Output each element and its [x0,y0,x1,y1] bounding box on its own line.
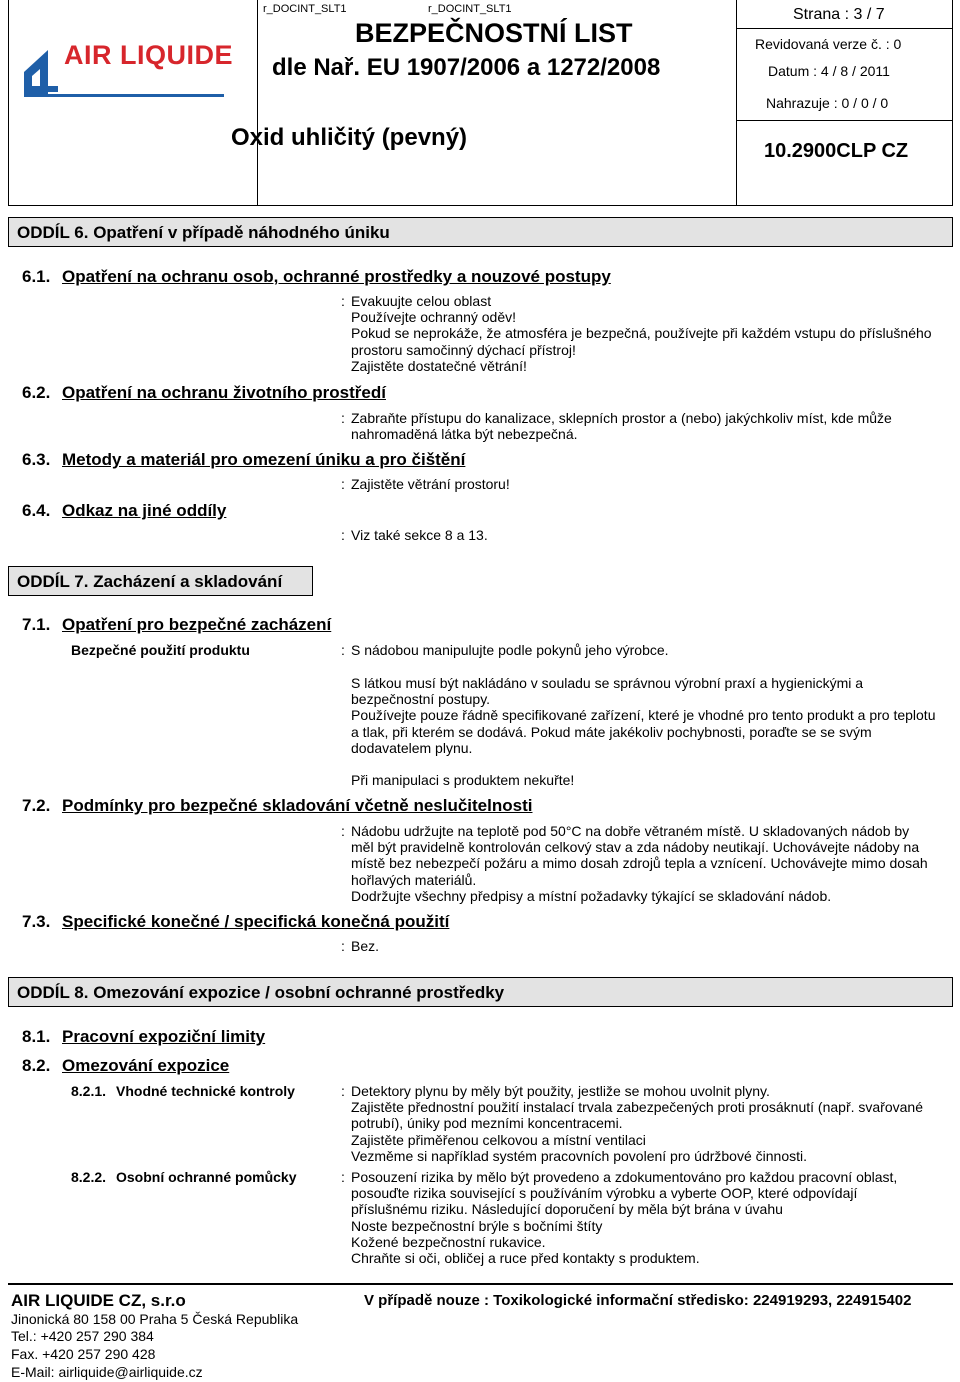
text-line: měl být pravidelně kontrolován celkový stav a zda nádoby neutikají. Uchovávejte nádoby na [351,839,920,856]
section-title: Pracovní expoziční limity [62,1027,266,1046]
document-number: 10.2900CLP CZ [764,140,909,162]
section-title: Podmínky pro bezpečné skladování včetně neslučitelnosti [62,796,533,815]
emergency-contact: V případě nouze : Toxikologické informační středisko: 224919293, 224915402 [364,1292,912,1309]
section-6-1-heading [22,267,611,287]
subsection-number: 8.2.1. [71,1083,107,1099]
text-line: Vezměme si například systém pracovních povolení pro údržbové činnosti. [351,1147,808,1164]
text-line: potrubí), úniky pod mezními koncentracemi. [351,1115,623,1132]
text-line: Zajistěte větrání prostoru! [351,476,510,492]
section-8-2-2-text [351,1169,951,1266]
section-title: Opatření pro bezpečné zacházení [62,615,332,634]
revision-version: Revidovaná verze č. : 0 [755,36,902,52]
section-title: Metody a materiál pro omezení úniku a pro čištění [62,450,466,469]
section-title: Opatření na ochranu životního prostředí [62,383,386,402]
section-7-1-heading [22,615,331,635]
text-line: Zajistěte dostatečné větrání! [351,357,527,374]
text-line: S látkou musí být nakládáno v souladu se správnou výrobní praxí a hygienickými a [351,675,864,691]
text-line: Viz také sekce 8 a 13. [351,527,488,543]
colon: : [341,1169,345,1185]
section-number: 6.4. [22,501,51,520]
text-line: Pokud se neprokáže, že atmosféra je bezpečná, používejte při každém vstupu do příslušného [351,325,932,342]
text-line: místě bez nebezpečí požáru a mimo dosah zdrojů tepla a vznícení. Uchovávejte mimo dosah [351,855,928,872]
section-6-2-text [351,410,951,442]
section-number: 6.1. [22,267,51,286]
section-number: 8.1. [22,1027,51,1046]
section-6-4-text [351,527,951,543]
colon: : [341,1083,345,1099]
section-8-1-heading [22,1027,265,1047]
section-title: Omezování expozice [62,1056,230,1075]
document-title: BEZPEČNOSTNÍ LIST [355,18,633,48]
header-divider-right [736,0,737,206]
text-line: příslušnému riziku. Následující doporučení by měla být brána v úvahu [351,1201,783,1218]
text-line: dodavatelem plynu. [351,739,473,756]
section-7-1-text-c [351,772,951,788]
footer-rule [8,1283,953,1285]
section-7-1-text-b [351,675,951,756]
company-email: E-Mail: airliquide@airliquide.cz [11,1364,203,1380]
regulation-line: dle Nař. EU 1907/2006 a 1272/2008 [272,54,661,81]
text-line: posouďte rizika související s používáním výrobku a vyberte OOP, které odpovídají [351,1185,858,1202]
company-fax: Fax. +420 257 290 428 [11,1346,156,1362]
section-8-heading-band [8,977,953,1007]
text-line: Zajistěte přiměřenou celkovou a místní ventilaci [351,1131,646,1148]
colon: : [341,410,345,426]
section-7-2-heading [22,796,532,816]
text-line: Noste bezpečnostní brýle s bočními štíty [351,1217,603,1234]
colon: : [341,293,345,309]
product-name: Oxid uhličitý (pevný) [231,124,468,151]
revision-date: Datum : 4 / 8 / 2011 [768,63,890,79]
text-line: Chraňte si oči, obličej a ruce před kontakty s produktem. [351,1250,700,1267]
section-number: 8.2. [22,1056,51,1075]
text-line: Kožené bezpečnostní rukavice. [351,1233,546,1250]
text-line: bezpečnostní postupy. [351,691,491,708]
section-number: 6.3. [22,450,51,469]
page-number: Strana : 3 / 7 [793,6,885,23]
section-title: Specifické konečné / specifická konečná použití [62,912,450,931]
text-line: S nádobou manipulujte podle pokynů jeho výrobce. [351,642,669,658]
section-6-3-text [351,476,951,492]
engineering-controls-label [71,1083,295,1099]
text-line: hořlavých materiálů. [351,871,477,888]
ppe-label [71,1169,296,1185]
section-7-heading: ODDÍL 7. Zacházení a skladování [17,572,283,591]
subsection-number: 8.2.2. [71,1169,107,1185]
section-number: 7.2. [22,796,51,815]
colon: : [341,823,345,839]
section-7-2-text [351,823,951,904]
logo-wordmark: AIR LIQUIDE [64,40,234,70]
text-line: a tlak, při kterém se dodává. Pokud máte jakékoliv pochybnosti, poraďte se se svým [351,723,872,740]
section-6-2-heading [22,383,386,403]
header-rule-code [736,120,953,121]
section-7-1-text-a [351,642,951,658]
air-liquide-logo [18,32,238,102]
section-7-3-heading [22,912,449,932]
text-line: Dodržujte všechny předpisy a místní požadavky týkající se skladování nádob. [351,887,832,904]
subsection-title: Osobní ochranné pomůcky [116,1169,297,1185]
section-6-3-heading [22,450,465,470]
company-phone: Tel.: +420 257 290 384 [11,1328,154,1344]
company-name: AIR LIQUIDE CZ, s.r.o [11,1291,186,1310]
doc-code-2: r_DOCINT_SLT1 [428,3,512,15]
header-divider-left [257,0,258,206]
header-rule-page [736,28,953,29]
subsection-title: Vhodné technické kontroly [116,1083,295,1099]
doc-code-1: r_DOCINT_SLT1 [263,3,347,15]
section-6-4-heading [22,501,226,521]
safe-use-label: Bezpečné použití produktu [71,642,250,658]
text-line: Používejte ochranný oděv! [351,309,516,326]
colon: : [341,476,345,492]
text-line: Posouzení rizika by mělo být provedeno a zdokumentováno pro každou pracovní oblast, [351,1169,898,1185]
section-number: 7.3. [22,912,51,931]
section-8-2-1-text [351,1083,951,1164]
section-number: 6.2. [22,383,51,402]
section-6-heading: ODDÍL 6. Opatření v případě náhodného úniku [17,223,390,242]
colon: : [341,938,345,954]
section-6-1-text [351,293,951,374]
colon: : [341,527,345,543]
text-line: Používejte pouze řádně specifikované zařízení, které je vhodné pro tento produkt a pro teplotu [351,707,936,724]
text-line: Zajistěte přednostní použití instalací trvala zabezpečených proti prosáknutí (např. svařované [351,1099,923,1116]
colon: : [341,642,345,658]
company-address: Jinonická 80 158 00 Praha 5 Česká Republika [11,1311,299,1327]
section-8-heading: ODDÍL 8. Omezování expozice / osobní ochranné prostředky [17,983,505,1002]
text-line: prostoru samočinný dýchací přístroj! [351,341,576,358]
section-title: Opatření na ochranu osob, ochranné prostředky a nouzové postupy [62,267,611,286]
text-line: Evakuujte celou oblast [351,293,492,309]
replaces-version: Nahrazuje : 0 / 0 / 0 [766,95,889,111]
section-6-heading-band [8,217,953,247]
text-line: nahromaděná látka být nebezpečná. [351,426,578,443]
section-8-2-heading [22,1056,229,1076]
text-line: Detektory plynu by měly být použity, jestliže se mohou uvolnit plyny. [351,1083,770,1099]
section-title: Odkaz na jiné oddíly [62,501,227,520]
section-7-heading-band [8,566,313,596]
text-line: Zabraňte přístupu do kanalizace, sklepních prostor a (nebo) jakýchkoliv míst, kde může [351,410,892,426]
text-line: Nádobu udržujte na teplotě pod 50°C na dobře větraném místě. U skladovaných nádob by [351,823,910,839]
section-number: 7.1. [22,615,51,634]
text-line: Bez. [351,938,380,954]
text-line: Při manipulaci s produktem nekuřte! [351,772,575,788]
section-7-3-text [351,938,951,954]
